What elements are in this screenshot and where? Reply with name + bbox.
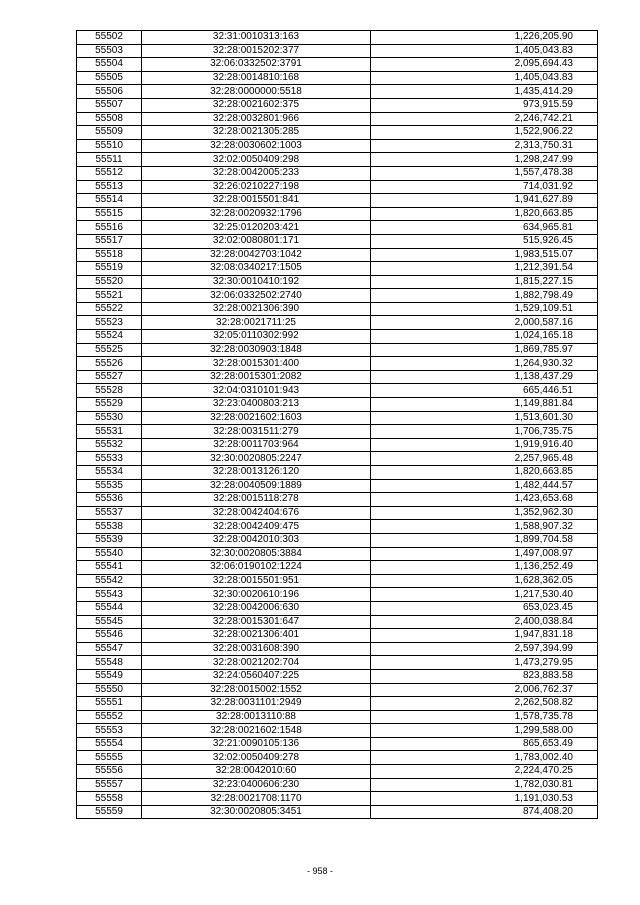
amount-cell: 1,588,907.32 <box>371 520 598 534</box>
amount-cell: 1,578,735.78 <box>371 710 598 724</box>
record-number-cell: 55514 <box>77 194 142 208</box>
cadastral-number-cell: 32:28:0042010:303 <box>142 533 371 547</box>
table-row <box>77 656 598 670</box>
record-number-cell: 55547 <box>77 642 142 656</box>
cadastral-number-cell: 32:28:0021306:390 <box>142 302 371 316</box>
records-table-body <box>77 31 598 819</box>
table-row <box>77 180 598 194</box>
amount-cell: 1,212,391.54 <box>371 262 598 276</box>
cadastral-number-cell: 32:28:0031511:279 <box>142 425 371 439</box>
record-number-cell: 55535 <box>77 479 142 493</box>
cadastral-number-cell: 32:26:0210227:198 <box>142 180 371 194</box>
table-row <box>77 370 598 384</box>
cadastral-number-cell: 32:28:0015202:377 <box>142 44 371 58</box>
cadastral-number-cell: 32:06:0190102:1224 <box>142 561 371 575</box>
amount-cell: 1,217,530.40 <box>371 588 598 602</box>
amount-cell: 1,352,962.30 <box>371 506 598 520</box>
record-number-cell: 55545 <box>77 615 142 629</box>
record-number-cell: 55522 <box>77 302 142 316</box>
cadastral-number-cell: 32:28:0032801:966 <box>142 112 371 126</box>
table-row <box>77 629 598 643</box>
cadastral-number-cell: 32:05:0110302:992 <box>142 330 371 344</box>
table-row <box>77 166 598 180</box>
table-row <box>77 778 598 792</box>
record-number-cell: 55536 <box>77 493 142 507</box>
table-row <box>77 398 598 412</box>
record-number-cell: 55521 <box>77 289 142 303</box>
record-number-cell: 55515 <box>77 207 142 221</box>
record-number-cell: 55520 <box>77 275 142 289</box>
record-number-cell: 55503 <box>77 44 142 58</box>
record-number-cell: 55523 <box>77 316 142 330</box>
cadastral-number-cell: 32:30:0010410:192 <box>142 275 371 289</box>
table-row <box>77 194 598 208</box>
cadastral-number-cell: 32:30:0020805:3884 <box>142 547 371 561</box>
amount-cell: 1,149,881.84 <box>371 398 598 412</box>
record-number-cell: 55543 <box>77 588 142 602</box>
amount-cell: 1,522,906.22 <box>371 126 598 140</box>
record-number-cell: 55558 <box>77 792 142 806</box>
table-row <box>77 98 598 112</box>
table-row <box>77 561 598 575</box>
cadastral-number-cell: 32:28:0042006:630 <box>142 601 371 615</box>
amount-cell: 1,136,252.49 <box>371 561 598 575</box>
cadastral-number-cell: 32:28:0042703:1042 <box>142 248 371 262</box>
record-number-cell: 55541 <box>77 561 142 575</box>
table-row <box>77 316 598 330</box>
amount-cell: 2,000,587.16 <box>371 316 598 330</box>
table-row <box>77 384 598 398</box>
record-number-cell: 55550 <box>77 683 142 697</box>
amount-cell: 1,298,247.99 <box>371 153 598 167</box>
cadastral-number-cell: 32:28:0015002:1552 <box>142 683 371 697</box>
table-row <box>77 44 598 58</box>
record-number-cell: 55553 <box>77 724 142 738</box>
cadastral-number-cell: 32:28:0042409:475 <box>142 520 371 534</box>
amount-cell: 1,024,165.18 <box>371 330 598 344</box>
record-number-cell: 55556 <box>77 765 142 779</box>
cadastral-number-cell: 32:28:0031101:2949 <box>142 697 371 711</box>
record-number-cell: 55512 <box>77 166 142 180</box>
table-row <box>77 262 598 276</box>
amount-cell: 823,883.58 <box>371 669 598 683</box>
table-row <box>77 207 598 221</box>
record-number-cell: 55546 <box>77 629 142 643</box>
table-row <box>77 330 598 344</box>
cadastral-number-cell: 32:28:0030602:1003 <box>142 139 371 153</box>
table-row <box>77 221 598 235</box>
record-number-cell: 55538 <box>77 520 142 534</box>
record-number-cell: 55511 <box>77 153 142 167</box>
amount-cell: 1,482,444.57 <box>371 479 598 493</box>
table-row <box>77 248 598 262</box>
amount-cell: 714,031.92 <box>371 180 598 194</box>
amount-cell: 1,706,735.75 <box>371 425 598 439</box>
cadastral-number-cell: 32:28:0021602:375 <box>142 98 371 112</box>
record-number-cell: 55507 <box>77 98 142 112</box>
table-row <box>77 411 598 425</box>
cadastral-number-cell: 32:06:0332502:3791 <box>142 58 371 72</box>
cadastral-number-cell: 32:02:0080801:171 <box>142 234 371 248</box>
cadastral-number-cell: 32:28:0015301:400 <box>142 357 371 371</box>
record-number-cell: 55549 <box>77 669 142 683</box>
amount-cell: 1,899,704.58 <box>371 533 598 547</box>
record-number-cell: 55552 <box>77 710 142 724</box>
cadastral-number-cell: 32:02:0050409:298 <box>142 153 371 167</box>
amount-cell: 1,423,653.68 <box>371 493 598 507</box>
cadastral-number-cell: 32:28:0013126:120 <box>142 466 371 480</box>
cadastral-number-cell: 32:28:0020932:1796 <box>142 207 371 221</box>
record-number-cell: 55508 <box>77 112 142 126</box>
cadastral-number-cell: 32:28:0014810:168 <box>142 71 371 85</box>
amount-cell: 1,299,588.00 <box>371 724 598 738</box>
amount-cell: 1,628,362.05 <box>371 574 598 588</box>
table-row <box>77 574 598 588</box>
amount-cell: 1,405,043.83 <box>371 71 598 85</box>
record-number-cell: 55557 <box>77 778 142 792</box>
cadastral-number-cell: 32:28:0030903:1848 <box>142 343 371 357</box>
table-row <box>77 792 598 806</box>
cadastral-number-cell: 32:21:0090105:136 <box>142 737 371 751</box>
records-table <box>76 30 598 819</box>
table-row <box>77 357 598 371</box>
cadastral-number-cell: 32:04:0310101:943 <box>142 384 371 398</box>
cadastral-number-cell: 32:28:0021602:1603 <box>142 411 371 425</box>
table-row <box>77 58 598 72</box>
table-row <box>77 479 598 493</box>
record-number-cell: 55510 <box>77 139 142 153</box>
amount-cell: 2,224,470.25 <box>371 765 598 779</box>
table-row <box>77 547 598 561</box>
table-row <box>77 601 598 615</box>
table-row <box>77 765 598 779</box>
cadastral-number-cell: 32:28:0011703:964 <box>142 438 371 452</box>
amount-cell: 1,191,030.53 <box>371 792 598 806</box>
cadastral-number-cell: 32:28:0042005:233 <box>142 166 371 180</box>
record-number-cell: 55517 <box>77 234 142 248</box>
amount-cell: 2,400,038.84 <box>371 615 598 629</box>
table-row <box>77 588 598 602</box>
amount-cell: 1,783,002.40 <box>371 751 598 765</box>
table-row <box>77 71 598 85</box>
cadastral-number-cell: 32:31:0010313:163 <box>142 31 371 45</box>
record-number-cell: 55529 <box>77 398 142 412</box>
record-number-cell: 55518 <box>77 248 142 262</box>
record-number-cell: 55509 <box>77 126 142 140</box>
record-number-cell: 55531 <box>77 425 142 439</box>
amount-cell: 1,405,043.83 <box>371 44 598 58</box>
table-row <box>77 615 598 629</box>
record-number-cell: 55513 <box>77 180 142 194</box>
cadastral-number-cell: 32:28:0015118:278 <box>142 493 371 507</box>
table-row <box>77 153 598 167</box>
record-number-cell: 55533 <box>77 452 142 466</box>
record-number-cell: 55534 <box>77 466 142 480</box>
amount-cell: 865,653.49 <box>371 737 598 751</box>
cadastral-number-cell: 32:28:0042404:676 <box>142 506 371 520</box>
cadastral-number-cell: 32:28:0015501:951 <box>142 574 371 588</box>
record-number-cell: 55505 <box>77 71 142 85</box>
cadastral-number-cell: 32:28:0021305:285 <box>142 126 371 140</box>
record-number-cell: 55559 <box>77 805 142 819</box>
cadastral-number-cell: 32:30:0020610:196 <box>142 588 371 602</box>
amount-cell: 1,820,663.85 <box>371 207 598 221</box>
record-number-cell: 55544 <box>77 601 142 615</box>
record-number-cell: 55526 <box>77 357 142 371</box>
table-row <box>77 85 598 99</box>
table-row <box>77 234 598 248</box>
record-number-cell: 55502 <box>77 31 142 45</box>
record-number-cell: 55555 <box>77 751 142 765</box>
table-row <box>77 302 598 316</box>
cadastral-number-cell: 32:23:0400606:230 <box>142 778 371 792</box>
amount-cell: 1,226,205.90 <box>371 31 598 45</box>
cadastral-number-cell: 32:28:0000000:5518 <box>142 85 371 99</box>
amount-cell: 1,941,627.89 <box>371 194 598 208</box>
table-row <box>77 751 598 765</box>
record-number-cell: 55527 <box>77 370 142 384</box>
record-number-cell: 55548 <box>77 656 142 670</box>
amount-cell: 665,446.51 <box>371 384 598 398</box>
amount-cell: 1,513,601.30 <box>371 411 598 425</box>
table-row <box>77 683 598 697</box>
table-row <box>77 520 598 534</box>
amount-cell: 515,926.45 <box>371 234 598 248</box>
record-number-cell: 55506 <box>77 85 142 99</box>
cadastral-number-cell: 32:25:0120203:421 <box>142 221 371 235</box>
table-row <box>77 669 598 683</box>
table-row <box>77 533 598 547</box>
cadastral-number-cell: 32:24:0560407:225 <box>142 669 371 683</box>
amount-cell: 1,919,916.40 <box>371 438 598 452</box>
cadastral-number-cell: 32:28:0021711:25 <box>142 316 371 330</box>
cadastral-number-cell: 32:28:0021306:401 <box>142 629 371 643</box>
cadastral-number-cell: 32:30:0020805:3451 <box>142 805 371 819</box>
cadastral-number-cell: 32:28:0015501:841 <box>142 194 371 208</box>
record-number-cell: 55528 <box>77 384 142 398</box>
cadastral-number-cell: 32:02:0050409:278 <box>142 751 371 765</box>
cadastral-number-cell: 32:23:0400803:213 <box>142 398 371 412</box>
amount-cell: 1,782,030.81 <box>371 778 598 792</box>
amount-cell: 1,983,515.07 <box>371 248 598 262</box>
table-row <box>77 425 598 439</box>
cadastral-number-cell: 32:30:0020805:2247 <box>142 452 371 466</box>
record-number-cell: 55532 <box>77 438 142 452</box>
amount-cell: 2,262,508.82 <box>371 697 598 711</box>
table-row <box>77 452 598 466</box>
table-row <box>77 126 598 140</box>
page-number: - 958 - <box>306 866 333 876</box>
table-row <box>77 506 598 520</box>
table-row <box>77 139 598 153</box>
amount-cell: 1,869,785.97 <box>371 343 598 357</box>
record-number-cell: 55524 <box>77 330 142 344</box>
record-number-cell: 55530 <box>77 411 142 425</box>
amount-cell: 1,529,109.51 <box>371 302 598 316</box>
cadastral-number-cell: 32:28:0021708:1170 <box>142 792 371 806</box>
table-row <box>77 343 598 357</box>
cadastral-number-cell: 32:28:0021202:704 <box>142 656 371 670</box>
amount-cell: 1,264,930.32 <box>371 357 598 371</box>
table-row <box>77 438 598 452</box>
table-row <box>77 493 598 507</box>
record-number-cell: 55504 <box>77 58 142 72</box>
amount-cell: 2,257,965.48 <box>371 452 598 466</box>
table-row <box>77 289 598 303</box>
amount-cell: 874,408.20 <box>371 805 598 819</box>
record-number-cell: 55519 <box>77 262 142 276</box>
record-number-cell: 55540 <box>77 547 142 561</box>
table-row <box>77 805 598 819</box>
record-number-cell: 55539 <box>77 533 142 547</box>
table-row <box>77 697 598 711</box>
cadastral-number-cell: 32:28:0013110:88 <box>142 710 371 724</box>
table-row <box>77 112 598 126</box>
amount-cell: 2,313,750.31 <box>371 139 598 153</box>
amount-cell: 2,597,394.99 <box>371 642 598 656</box>
record-number-cell: 55554 <box>77 737 142 751</box>
amount-cell: 973,915.59 <box>371 98 598 112</box>
table-row <box>77 466 598 480</box>
amount-cell: 2,246,742.21 <box>371 112 598 126</box>
record-number-cell: 55525 <box>77 343 142 357</box>
cadastral-number-cell: 32:06:0332502:2740 <box>142 289 371 303</box>
document-table-container <box>76 30 598 819</box>
cadastral-number-cell: 32:28:0042010:60 <box>142 765 371 779</box>
cadastral-number-cell: 32:28:0040509:1889 <box>142 479 371 493</box>
amount-cell: 653,023.45 <box>371 601 598 615</box>
table-row <box>77 724 598 738</box>
table-row <box>77 642 598 656</box>
table-row <box>77 31 598 45</box>
record-number-cell: 55537 <box>77 506 142 520</box>
amount-cell: 1,138,437.29 <box>371 370 598 384</box>
cadastral-number-cell: 32:28:0015301:647 <box>142 615 371 629</box>
amount-cell: 1,815,227.15 <box>371 275 598 289</box>
amount-cell: 1,473,279.95 <box>371 656 598 670</box>
amount-cell: 634,965.81 <box>371 221 598 235</box>
record-number-cell: 55551 <box>77 697 142 711</box>
record-number-cell: 55542 <box>77 574 142 588</box>
amount-cell: 1,557,478.38 <box>371 166 598 180</box>
table-row <box>77 275 598 289</box>
amount-cell: 2,006,762.37 <box>371 683 598 697</box>
amount-cell: 1,882,798.49 <box>371 289 598 303</box>
cadastral-number-cell: 32:28:0021602:1548 <box>142 724 371 738</box>
table-row <box>77 710 598 724</box>
amount-cell: 1,497,008.97 <box>371 547 598 561</box>
cadastral-number-cell: 32:28:0015301:2082 <box>142 370 371 384</box>
amount-cell: 1,947,831.18 <box>371 629 598 643</box>
amount-cell: 2,095,694.43 <box>371 58 598 72</box>
amount-cell: 1,435,414.29 <box>371 85 598 99</box>
amount-cell: 1,820,663.85 <box>371 466 598 480</box>
record-number-cell: 55516 <box>77 221 142 235</box>
table-row <box>77 737 598 751</box>
cadastral-number-cell: 32:08:0340217:1505 <box>142 262 371 276</box>
cadastral-number-cell: 32:28:0031608:390 <box>142 642 371 656</box>
